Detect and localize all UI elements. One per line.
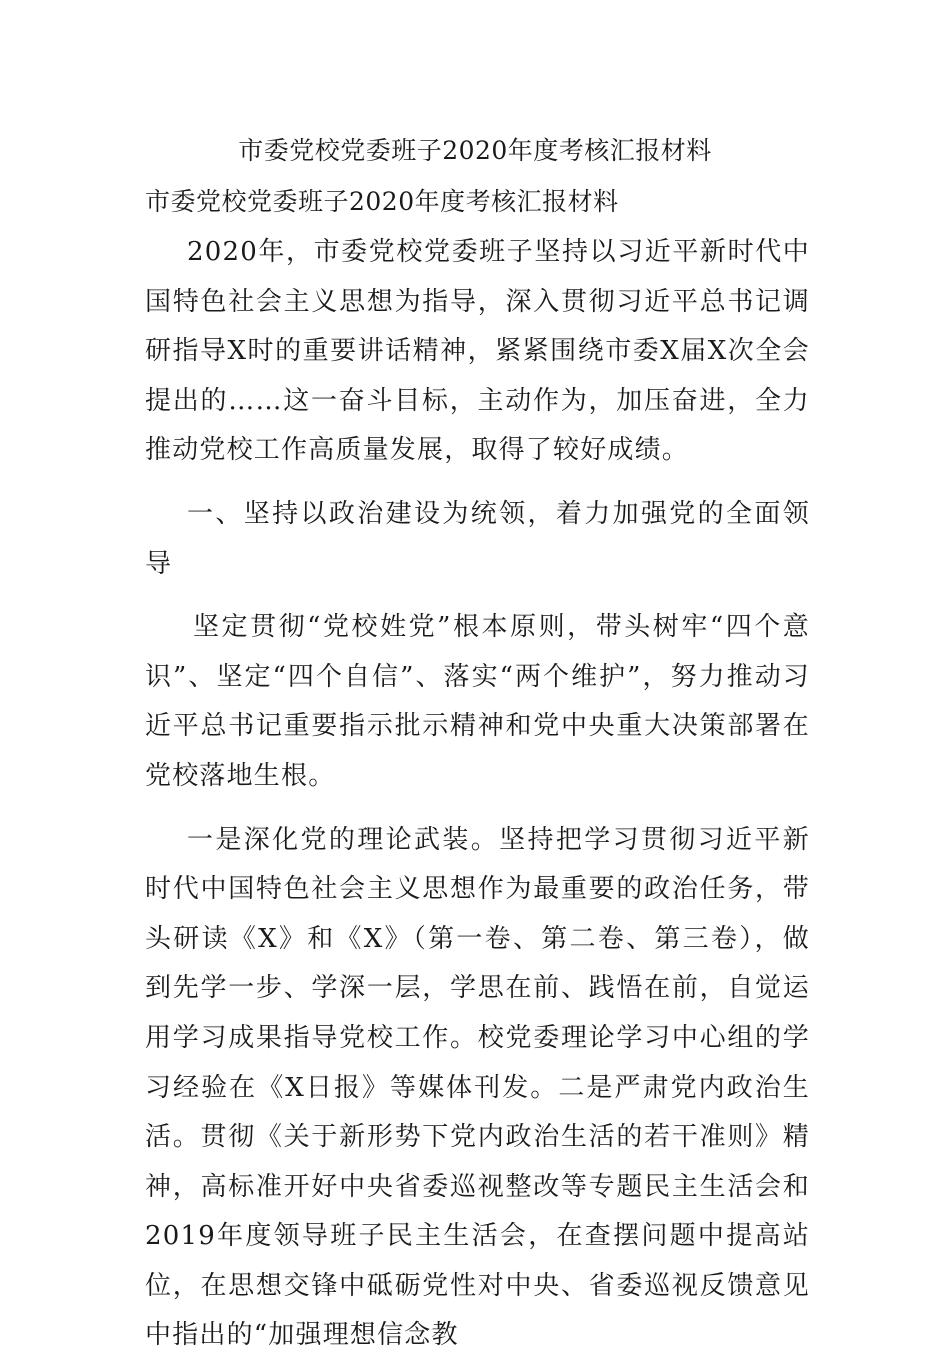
section-heading: 一、坚持以政治建设为统领，着力加强党的全面领导 bbox=[145, 498, 810, 579]
document-body bbox=[145, 228, 810, 1361]
intro-paragraph: 2020年，市委党校党委班子坚持以习近平新时代中国特色社会主义思想为指导，深入贯彻习近平总书记调研指导X时的重要讲话精神，紧紧围绕市委X届X次全会提出的……这一奋斗目标，主动作为，加压奋进，全力推动党校工作高质量发展，取得了较好成绩。 bbox=[145, 237, 810, 466]
section-paragraph: 坚定贯彻“党校姓党”根本原则，带头树牢“四个意识”、坚定“四个自信”、落实“两个维护”，努力推动习近平总书记重要指示批示精神和党中央重大决策部署在党校落地生根。 bbox=[145, 612, 810, 791]
section-paragraph: 一是深化党的理论武装。坚持把学习贯彻习近平新时代中国特色社会主义思想作为最重要的政治任务，带头研读《X》和《X》（第一卷、第二卷、第三卷），做到先学一步、学深一层，学思在前、践悟在前，自觉运用学习成果指导党校工作。校党委理论学习中心组的学习经验在《X日报》等媒体刊发。二是严肃党内政治生活。贯彻《关于新形势下党内政治生活的若干准则》精神，高标准开好中央省委巡视整改等专题民主生活会和2019年度领导班子民主生活会，在查摆问题中提高站位，在思想交锋中砥砺党性对中央、省委巡视反馈意见中指出的“加强理想信念教 bbox=[145, 824, 810, 1351]
document-title: 市委党校党委班子2020年度考核汇报材料 bbox=[238, 136, 712, 165]
document-subtitle: 市委党校党委班子2020年度考核汇报材料 bbox=[145, 187, 619, 216]
